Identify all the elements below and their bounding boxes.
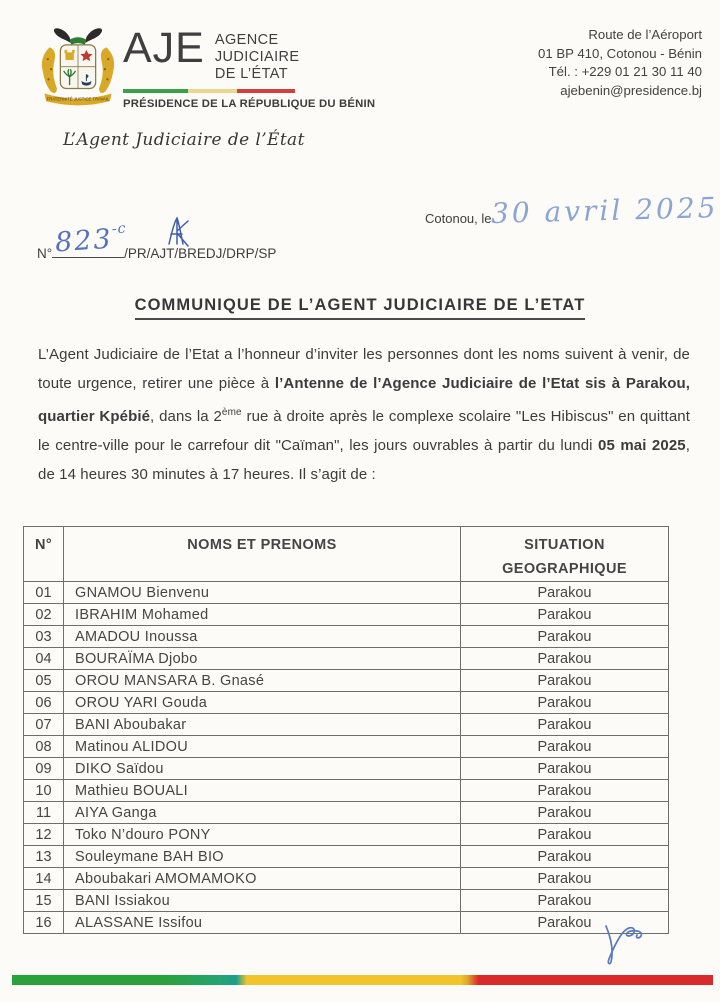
document-title-wrap <box>0 296 720 320</box>
cell-num: 13 <box>24 846 64 868</box>
table-row <box>24 582 669 604</box>
table-row <box>24 604 669 626</box>
cell-location: Parakou <box>461 758 669 780</box>
org-name-line1: AGENCE <box>214 32 279 48</box>
cell-name: AMADOU Inoussa <box>64 626 461 648</box>
cell-num: 06 <box>24 692 64 714</box>
cell-num: 03 <box>24 626 64 648</box>
table-row <box>24 824 669 846</box>
header-name: NOMS ET PRENOMS <box>64 527 461 582</box>
cell-name: BOURAÏMA Djobo <box>64 648 461 670</box>
cell-name: Mathieu BOUALI <box>64 780 461 802</box>
org-subtitle: PRÉSIDENCE DE LA RÉPUBLIQUE DU BÉNIN <box>123 98 376 110</box>
cell-name: Souleymane BAH BIO <box>64 846 461 868</box>
cell-location: Parakou <box>461 890 669 912</box>
table-header-row <box>24 527 669 582</box>
table-row <box>24 890 669 912</box>
intro-paragraph: L’Agent Judiciaire de l’Etat a l’honneur d’inviter les personnes dont les noms suivent à venir, de toute urgence, retirer une pièce à l’Antenne de l’Agence Judiciaire de l’Etat sis à Parakou, quartier Kpébié, dans la 2ème rue à droite après le complexe scolaire "Les Hibiscus" en quittant le centre-ville pour le carrefour dit "Caïman", les jours ouvrables à partir du lundi 05 mai 2025, de 14 heures 30 minutes à 17 heures. Il s’agit de : <box>38 346 691 483</box>
cell-num: 15 <box>24 890 64 912</box>
cell-name: GNAMOU Bienvenu <box>64 582 461 604</box>
logo-flag-bar <box>123 89 295 93</box>
org-name-line2: JUDICIAIRE DE L’ÉTAT <box>214 49 300 82</box>
contact-email: ajebenin@presidence.bj <box>560 82 702 98</box>
contact-phone: Tél. : +229 01 21 30 11 40 <box>548 64 702 79</box>
cell-location: Parakou <box>461 604 669 626</box>
table-row <box>24 692 669 714</box>
table-row <box>24 714 669 736</box>
cell-name: DIKO Saïdou <box>64 758 461 780</box>
table-row <box>24 626 669 648</box>
cell-name: OROU YARI Gouda <box>64 692 461 714</box>
cell-num: 12 <box>24 824 64 846</box>
cell-num: 09 <box>24 758 64 780</box>
document-title: COMMUNIQUE DE L’AGENT JUDICIAIRE DE L’ETAT <box>135 296 586 320</box>
cell-num: 05 <box>24 670 64 692</box>
reference-suffix: /PR/AJT/BREDJ/DRP/SP <box>124 246 277 261</box>
handwritten-reference-number: $823^{-c}$ <box>54 220 128 259</box>
cell-num: 04 <box>24 648 64 670</box>
cell-location: Parakou <box>461 846 669 868</box>
cell-name: Aboubakari AMOMAMOKO <box>64 868 461 890</box>
table-row <box>24 648 669 670</box>
cell-location: Parakou <box>461 670 669 692</box>
table-row <box>24 802 669 824</box>
contact-address-line2: 01 BP 410, Cotonou - Bénin <box>538 45 702 61</box>
cell-location: Parakou <box>461 692 669 714</box>
cell-num: 01 <box>24 582 64 604</box>
table-row <box>24 912 669 934</box>
cell-location: Parakou <box>461 648 669 670</box>
cell-location: Parakou <box>461 714 669 736</box>
header-num: N° <box>24 527 64 582</box>
table-row <box>24 868 669 890</box>
footer-flag-bar <box>12 975 713 985</box>
names-table <box>23 526 669 934</box>
org-name <box>215 32 313 83</box>
reference-line <box>37 220 277 261</box>
table-row <box>24 846 669 868</box>
table-row <box>24 670 669 692</box>
dateline <box>425 191 719 230</box>
benin-coat-of-arms-icon <box>36 22 120 108</box>
letterhead-role: L’Agent Judiciaire de l’État <box>63 130 305 150</box>
cell-name: IBRAHIM Mohamed <box>64 604 461 626</box>
cell-location: Parakou <box>461 626 669 648</box>
cell-name: BANI Aboubakar <box>64 714 461 736</box>
org-acronym: AJE <box>123 24 205 72</box>
cell-location: Parakou <box>461 736 669 758</box>
reference-prefix: N° <box>37 246 53 261</box>
handwritten-paraph-icon <box>165 215 191 250</box>
contact-block <box>538 26 702 100</box>
cell-location: Parakou <box>461 802 669 824</box>
table-row <box>24 758 669 780</box>
cell-name: AIYA Ganga <box>64 802 461 824</box>
header-location: SITUATION GEOGRAPHIQUE <box>461 527 669 582</box>
cell-name: Matinou ALIDOU <box>64 736 461 758</box>
cell-num: 08 <box>24 736 64 758</box>
cell-location: Parakou <box>461 824 669 846</box>
cell-num: 14 <box>24 868 64 890</box>
handwritten-signature-icon <box>598 920 650 973</box>
cell-name: BANI Issiakou <box>64 890 461 912</box>
cell-name: OROU MANSARA B. Gnasé <box>64 670 461 692</box>
table-row <box>24 736 669 758</box>
logo-text-block <box>123 24 376 110</box>
cell-location: Parakou <box>461 582 669 604</box>
handwritten-date: 30 avril 2025 <box>490 191 719 230</box>
cell-location: Parakou <box>461 868 669 890</box>
cell-name: Toko N’douro PONY <box>64 824 461 846</box>
cell-num: 16 <box>24 912 64 934</box>
emblem-motto: FRATERNITÉ JUSTICE TRAVAIL <box>46 96 110 102</box>
table-row <box>24 780 669 802</box>
cell-location: Parakou <box>461 780 669 802</box>
cell-num: 07 <box>24 714 64 736</box>
dateline-printed: Cotonou, le <box>425 211 492 226</box>
contact-address-line1: Route de l’Aéroport <box>588 27 702 42</box>
cell-location: Parakou <box>461 912 669 934</box>
cell-name: ALASSANE Issifou <box>64 912 461 934</box>
cell-num: 11 <box>24 802 64 824</box>
cell-num: 02 <box>24 604 64 626</box>
cell-num: 10 <box>24 780 64 802</box>
